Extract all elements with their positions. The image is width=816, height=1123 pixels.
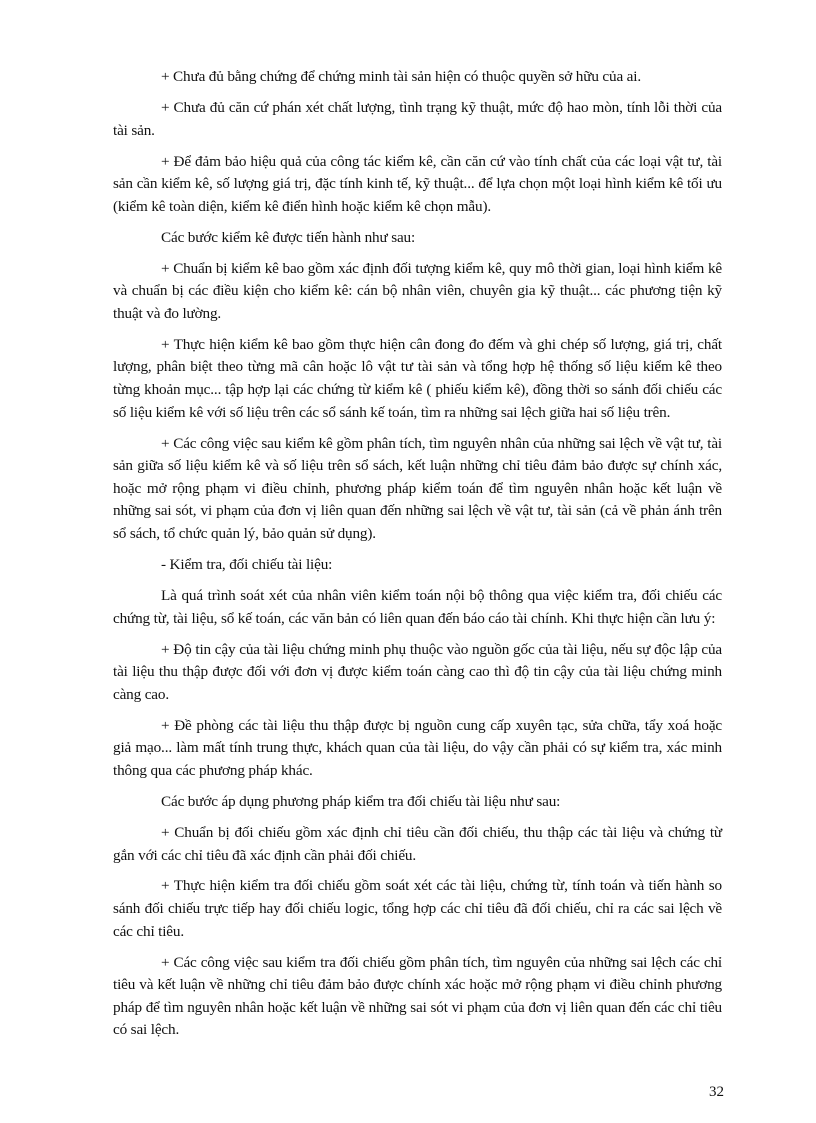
paragraph-document-tampering: + Đề phòng các tài liệu thu thập được bị nguồn cung cấp xuyên tạc, sửa chữa, tẩy xoá hoặc giả mạo... làm mất tính trung thực, khách quan của tài liệu, do vậy cần phải có sự kiểm tra, xác minh thông qua các phương pháp khác. bbox=[113, 716, 722, 779]
paragraph-inventory-preparation: + Chuẩn bị kiểm kê bao gồm xác định đối tượng kiểm kê, quy mô thời gian, loại hình kiểm kê và chuẩn bị các điều kiện cho kiểm kê: cán bộ nhân viên, chuyên gia kỹ thuật... các phương tiện kỹ thuật và đo lường. bbox=[113, 259, 722, 322]
paragraph-inventory-effectiveness: + Để đảm bảo hiệu quả của công tác kiểm kê, cần căn cứ vào tính chất của các loại vật tư, tài sản cần kiểm kê, số lượng giá trị, đặc tính kinh tế, kỹ thuật... để lựa chọn một loại hình kiểm kê tối ưu (kiểm kê toàn diện, kiểm kê điển hình hoặc kiểm kê chọn mẫu). bbox=[113, 152, 722, 215]
paragraph-document-check-heading: - Kiểm tra, đối chiếu tài liệu: bbox=[161, 556, 333, 574]
paragraph-post-inventory-work: + Các công việc sau kiểm kê gồm phân tích, tìm nguyên nhân của những sai lệch về vật tư, tài sản giữa số liệu kiểm kê và số liệu trên sổ sách, kết luận những chỉ tiêu đảm bảo được sự chính xác, hoặc mở rộng phạm vi điều chỉnh, phương pháp kiểm toán để tìm nguyên nhân hoặc kết luận về những sai sót, vi phạm của đơn vị liên quan đến những sai lệch về vật tư, tài sản (cả về phản ánh trên sổ sách, tổ chức quản lý, bảo quản sử dụng). bbox=[113, 434, 722, 543]
paragraph-post-comparison-work: + Các công việc sau kiểm tra đối chiếu gồm phân tích, tìm nguyên của những sai lệch các chỉ tiêu và kết luận về những chỉ tiêu đảm bảo được chính xác hoặc mở rộng phạm vi điều chỉnh phương pháp để tìm nguyên nhân hoặc kết luận về những sai sót vi phạm của đơn vị liên quan đến các chỉ tiêu có sai lệch. bbox=[113, 953, 722, 1039]
paragraph-ownership-evidence: + Chưa đủ bằng chứng để chứng minh tài sản hiện có thuộc quyền sở hữu của ai. bbox=[161, 68, 641, 85]
paragraph-quality-judgement: + Chưa đủ căn cứ phán xét chất lượng, tình trạng kỹ thuật, mức độ hao mòn, tính lỗi thời của tài sản. bbox=[113, 98, 722, 139]
paragraph-comparison-preparation: + Chuẩn bị đối chiếu gồm xác định chỉ tiêu cần đối chiếu, thu thập các tài liệu và chứng từ gắn với các chỉ tiêu đã xác định cần phải đối chiếu. bbox=[113, 823, 722, 864]
paragraph-comparison-execution: + Thực hiện kiểm tra đối chiếu gồm soát xét các tài liệu, chứng từ, tính toán và tiến hành so sánh đối chiếu trực tiếp hay đối chiếu logic, tổng hợp các chỉ tiêu đã đối chiếu, chỉ ra các sai lệch về các chỉ tiêu. bbox=[113, 877, 722, 940]
paragraph-inventory-execution: + Thực hiện kiểm kê bao gồm thực hiện cân đong đo đếm và ghi chép số lượng, giá trị, chất lượng, phân biệt theo từng mã cân hoặc lô vật tư tài sản và tổng hợp hệ thống số liệu kiểm kê theo từng khoản mục... tập hợp lại các chứng từ kiểm kê ( phiếu kiểm kê), đồng thời so sánh đối chiếu các số liệu kiểm kê với số liệu trên các sổ sánh kế toán, tìm ra những sai lệch giữa hai số liệu trên. bbox=[113, 335, 722, 421]
page-number: 32 bbox=[709, 1084, 724, 1100]
paragraph-document-reliability: + Độ tin cậy của tài liệu chứng minh phụ thuộc vào nguồn gốc của tài liệu, nếu sự độc lập của tài liệu thu thập được đối với đơn vị được kiểm toán càng cao thì độ tin cậy của tài liệu chứng minh càng cao. bbox=[113, 640, 722, 703]
paragraph-document-check-definition: Là quá trình soát xét của nhân viên kiểm toán nội bộ thông qua việc kiểm tra, đối chiếu các chứng từ, tài liệu, sổ kế toán, các văn bản có liên quan đến báo cáo tài chính. Khi thực hiện cần lưu ý: bbox=[113, 587, 722, 627]
paragraph-comparison-steps-intro: Các bước áp dụng phương pháp kiểm tra đối chiếu tài liệu như sau: bbox=[161, 792, 561, 810]
document-page bbox=[113, 66, 722, 1050]
paragraph-inventory-steps-intro: Các bước kiểm kê được tiến hành như sau: bbox=[161, 228, 416, 246]
